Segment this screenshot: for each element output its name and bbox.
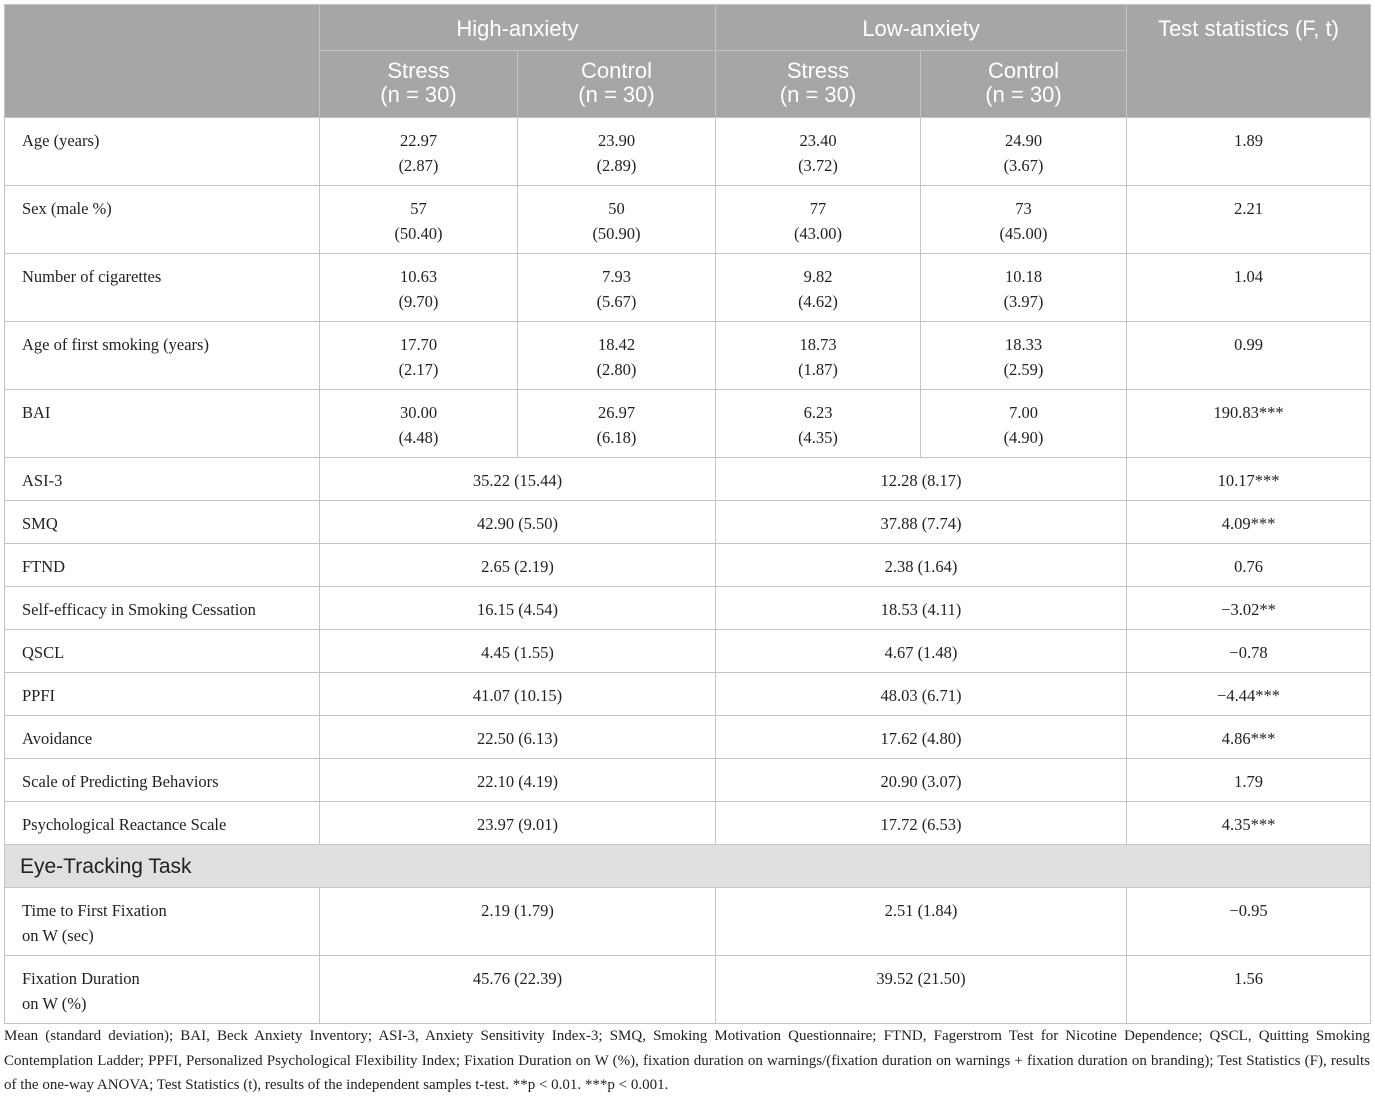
data-table xyxy=(4,4,1371,1024)
value-cell xyxy=(716,254,921,322)
low-anxiety-value: 18.53 (4.11) xyxy=(716,587,1127,630)
value-cell xyxy=(921,254,1127,322)
mean-value: 9.82 xyxy=(803,267,833,286)
header-stress-label: Stress xyxy=(387,58,450,83)
value-cell xyxy=(518,186,716,254)
header-n-label: (n = 30) xyxy=(380,82,457,107)
sd-value: (1.87) xyxy=(798,360,838,379)
header-low-stress xyxy=(716,51,921,118)
table-container xyxy=(4,4,1370,1024)
table-row xyxy=(5,759,1371,802)
sd-value: (4.62) xyxy=(798,292,838,311)
high-anxiety-value: 45.76 (22.39) xyxy=(320,956,716,1024)
stat-cell: 1.04 xyxy=(1127,254,1371,322)
sd-value: (4.35) xyxy=(798,428,838,447)
value-cell xyxy=(320,390,518,458)
mean-value: 73 xyxy=(1015,199,1032,218)
low-anxiety-value: 20.90 (3.07) xyxy=(716,759,1127,802)
row-label: Age of first smoking (years) xyxy=(5,322,320,390)
value-cell xyxy=(518,118,716,186)
row-label: Age (years) xyxy=(5,118,320,186)
header-stress-label: Stress xyxy=(786,58,850,83)
value-cell xyxy=(716,118,921,186)
table-row xyxy=(5,716,1371,759)
high-anxiety-value: 23.97 (9.01) xyxy=(320,802,716,845)
row-label: ASI-3 xyxy=(5,458,320,501)
mean-value: 7.00 xyxy=(1009,403,1038,422)
value-cell xyxy=(518,322,716,390)
row-label-line: Time to First Fixation xyxy=(22,901,167,920)
mean-value: 7.93 xyxy=(602,267,631,286)
value-cell xyxy=(320,118,518,186)
value-cell xyxy=(320,254,518,322)
value-cell xyxy=(518,254,716,322)
mean-value: 18.42 xyxy=(597,335,636,354)
sd-value: (3.67) xyxy=(1003,156,1044,175)
high-anxiety-value: 22.50 (6.13) xyxy=(320,716,716,759)
row-label: Psychological Reactance Scale xyxy=(5,802,320,845)
low-anxiety-value: 48.03 (6.71) xyxy=(716,673,1127,716)
header-empty xyxy=(5,5,320,118)
value-cell xyxy=(921,186,1127,254)
stat-cell: −0.78 xyxy=(1127,630,1371,673)
value-cell xyxy=(716,322,921,390)
stat-cell: 1.89 xyxy=(1127,118,1371,186)
stat-cell: 4.09*** xyxy=(1127,501,1371,544)
sd-value: (50.40) xyxy=(394,224,443,243)
row-label: Avoidance xyxy=(5,716,320,759)
value-cell xyxy=(921,390,1127,458)
stat-cell: 4.86*** xyxy=(1127,716,1371,759)
mean-value: 30.00 xyxy=(399,403,438,422)
low-anxiety-value: 12.28 (8.17) xyxy=(716,458,1127,501)
table-row xyxy=(5,673,1371,716)
value-cell xyxy=(320,186,518,254)
high-anxiety-value: 42.90 (5.50) xyxy=(320,501,716,544)
sd-value: (2.89) xyxy=(596,156,637,175)
sd-value: (4.90) xyxy=(1003,428,1044,447)
sd-value: (3.72) xyxy=(798,156,838,175)
section-title: Eye-Tracking Task xyxy=(5,845,1371,888)
table-body xyxy=(5,118,1371,1024)
value-cell xyxy=(921,322,1127,390)
mean-value: 22.97 xyxy=(399,131,438,150)
row-label-line: on W (%) xyxy=(22,994,87,1013)
stat-cell: 190.83*** xyxy=(1127,390,1371,458)
stat-cell: 4.35*** xyxy=(1127,802,1371,845)
mean-value: 17.70 xyxy=(399,335,438,354)
low-anxiety-value: 2.51 (1.84) xyxy=(716,888,1127,956)
header-n-label: (n = 30) xyxy=(578,82,655,107)
row-label xyxy=(5,888,320,956)
header-test-statistics: Test statistics (F, t) xyxy=(1127,5,1371,118)
stat-cell: 0.99 xyxy=(1127,322,1371,390)
sd-value: (45.00) xyxy=(999,224,1048,243)
table-footnote: Mean (standard deviation); BAI, Beck Anxiety Inventory; ASI-3, Anxiety Sensitivity Index-3; SMQ, Smoking Motivation Questionnaire; FTND, Fagerstrom Test for Nicotine Dependence; QSCL, Quitting Smoking Contemplation Ladder; PPFI, Personalized Psychological Flexibility Index; Fixation Duration on W (%), fixation duration on warnings/(fixation duration on warnings + fixation duration on branding); Test Statistics (F), results of the one-way ANOVA; Test Statistics (t), results of the independent samples t-test. **p < 0.01. ***p < 0.001. xyxy=(4,1028,1370,1093)
low-anxiety-value: 37.88 (7.74) xyxy=(716,501,1127,544)
row-label: QSCL xyxy=(5,630,320,673)
stat-cell: 2.21 xyxy=(1127,186,1371,254)
mean-value: 23.90 xyxy=(597,131,636,150)
table-row xyxy=(5,254,1371,322)
sd-value: (4.48) xyxy=(398,428,439,447)
header-n-label: (n = 30) xyxy=(779,82,857,107)
high-anxiety-value: 16.15 (4.54) xyxy=(320,587,716,630)
sd-value: (2.59) xyxy=(1003,360,1044,379)
mean-value: 6.23 xyxy=(803,403,833,422)
sd-value: (9.70) xyxy=(398,292,439,311)
mean-value: 10.63 xyxy=(399,267,438,286)
table-row xyxy=(5,587,1371,630)
header-low-control xyxy=(921,51,1127,118)
high-anxiety-value: 41.07 (10.15) xyxy=(320,673,716,716)
header-group-high: High-anxiety xyxy=(320,5,716,51)
section-row xyxy=(5,845,1371,888)
value-cell xyxy=(921,118,1127,186)
high-anxiety-value: 2.19 (1.79) xyxy=(320,888,716,956)
header-high-control xyxy=(518,51,716,118)
high-anxiety-value: 22.10 (4.19) xyxy=(320,759,716,802)
header-group-low: Low-anxiety xyxy=(716,5,1127,51)
table-row xyxy=(5,186,1371,254)
value-cell xyxy=(716,390,921,458)
sd-value: (5.67) xyxy=(596,292,637,311)
row-label: Scale of Predicting Behaviors xyxy=(5,759,320,802)
high-anxiety-value: 4.45 (1.55) xyxy=(320,630,716,673)
table-row xyxy=(5,322,1371,390)
header-control-label: Control xyxy=(988,58,1059,83)
table-row xyxy=(5,501,1371,544)
mean-value: 57 xyxy=(410,199,427,218)
row-label: PPFI xyxy=(5,673,320,716)
mean-value: 26.97 xyxy=(597,403,636,422)
stat-cell: −4.44*** xyxy=(1127,673,1371,716)
mean-value: 24.90 xyxy=(1004,131,1043,150)
row-label xyxy=(5,956,320,1024)
stat-cell: 0.76 xyxy=(1127,544,1371,587)
sd-value: (2.87) xyxy=(398,156,439,175)
mean-value: 10.18 xyxy=(1004,267,1043,286)
sd-value: (2.17) xyxy=(398,360,439,379)
mean-value: 18.33 xyxy=(1004,335,1043,354)
stat-cell: 1.79 xyxy=(1127,759,1371,802)
sd-value: (3.97) xyxy=(1003,292,1044,311)
table-row xyxy=(5,888,1371,956)
header-high-stress xyxy=(320,51,518,118)
low-anxiety-value: 2.38 (1.64) xyxy=(716,544,1127,587)
sd-value: (50.90) xyxy=(592,224,641,243)
mean-value: 77 xyxy=(809,199,827,218)
row-label-line: on W (sec) xyxy=(22,926,94,945)
header-control-label: Control xyxy=(581,58,652,83)
row-label-line: Fixation Duration xyxy=(22,969,140,988)
stat-cell: 10.17*** xyxy=(1127,458,1371,501)
low-anxiety-value: 4.67 (1.48) xyxy=(716,630,1127,673)
value-cell xyxy=(716,186,921,254)
header-n-label: (n = 30) xyxy=(985,82,1062,107)
table-row xyxy=(5,544,1371,587)
sd-value: (6.18) xyxy=(596,428,637,447)
stat-cell: −3.02** xyxy=(1127,587,1371,630)
table-row xyxy=(5,458,1371,501)
table-row xyxy=(5,118,1371,186)
high-anxiety-value: 35.22 (15.44) xyxy=(320,458,716,501)
mean-value: 50 xyxy=(608,199,625,218)
mean-value: 18.73 xyxy=(799,335,837,354)
stat-cell: −0.95 xyxy=(1127,888,1371,956)
low-anxiety-value: 17.62 (4.80) xyxy=(716,716,1127,759)
value-cell xyxy=(518,390,716,458)
row-label: SMQ xyxy=(5,501,320,544)
low-anxiety-value: 39.52 (21.50) xyxy=(716,956,1127,1024)
value-cell xyxy=(320,322,518,390)
sd-value: (43.00) xyxy=(793,224,843,243)
row-label: Sex (male %) xyxy=(5,186,320,254)
low-anxiety-value: 17.72 (6.53) xyxy=(716,802,1127,845)
table-row xyxy=(5,630,1371,673)
stat-cell: 1.56 xyxy=(1127,956,1371,1024)
table-row xyxy=(5,956,1371,1024)
row-label: FTND xyxy=(5,544,320,587)
table-row xyxy=(5,802,1371,845)
row-label: Number of cigarettes xyxy=(5,254,320,322)
row-label: BAI xyxy=(5,390,320,458)
high-anxiety-value: 2.65 (2.19) xyxy=(320,544,716,587)
table-row xyxy=(5,390,1371,458)
mean-value: 23.40 xyxy=(799,131,837,150)
sd-value: (2.80) xyxy=(596,360,637,379)
row-label: Self-efficacy in Smoking Cessation xyxy=(5,587,320,630)
